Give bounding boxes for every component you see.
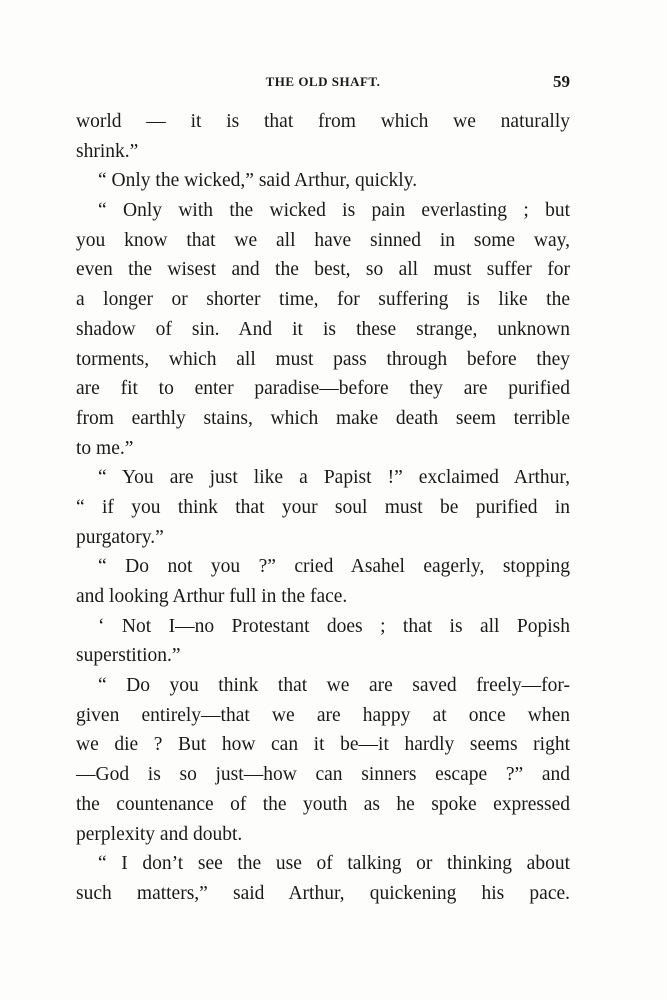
text-line: “ if you think that your soul must be purified in bbox=[76, 496, 570, 518]
running-title: THE OLD SHAFT. bbox=[265, 74, 381, 89]
text-line: given entirely—that we are happy at once when bbox=[76, 704, 570, 726]
text-line: you know that we all have sinned in some way, bbox=[76, 229, 570, 251]
text-line: superstition.” bbox=[76, 645, 181, 667]
text-line: from earthly stains, which make death seem terrible bbox=[76, 407, 570, 429]
text-line: we die ? But how can it be—it hardly seems right bbox=[76, 734, 570, 756]
text-line: perplexity and doubt. bbox=[76, 823, 243, 845]
page-body bbox=[76, 107, 570, 909]
text-line: are fit to enter paradise—before they are purified bbox=[76, 378, 570, 400]
text-line: “ I don’t see the use of talking or thinking about bbox=[98, 853, 570, 875]
page-number: 59 bbox=[553, 72, 570, 91]
text-line: “ Do not you ?” cried Asahel eagerly, stopping bbox=[98, 556, 570, 578]
text-line: and looking Arthur full in the face. bbox=[76, 586, 348, 607]
text-line: purgatory.” bbox=[76, 526, 164, 548]
text-line: “ Only the wicked,” said Arthur, quickly. bbox=[98, 170, 418, 192]
page-header bbox=[76, 74, 570, 96]
text-line: a longer or shorter time, for suffering is like the bbox=[76, 289, 570, 311]
text-line: “ You are just like a Papist !” exclaimed Arthur, bbox=[98, 467, 570, 489]
text-line: shadow of sin. And it is these strange, unknown bbox=[76, 318, 570, 340]
text-line: “ Do you think that we are saved freely—for- bbox=[98, 675, 570, 697]
text-line: to me.” bbox=[76, 437, 134, 459]
text-line: world — it is that from which we naturally bbox=[76, 111, 570, 132]
text-line: shrink.” bbox=[76, 140, 139, 162]
text-line: the countenance of the youth as he spoke expressed bbox=[76, 793, 570, 815]
text-line: such matters,” said Arthur, quickening his pace. bbox=[76, 882, 570, 904]
text-line: ‘ Not I—no Protestant does ; that is all Popish bbox=[98, 615, 570, 637]
text-line: torments, which all must pass through before they bbox=[76, 348, 570, 370]
text-line: —God is so just—how can sinners escape ?” and bbox=[76, 764, 570, 786]
text-line: “ Only with the wicked is pain everlasting ; but bbox=[98, 200, 570, 222]
text-line: even the wisest and the best, so all must suffer for bbox=[76, 259, 570, 281]
